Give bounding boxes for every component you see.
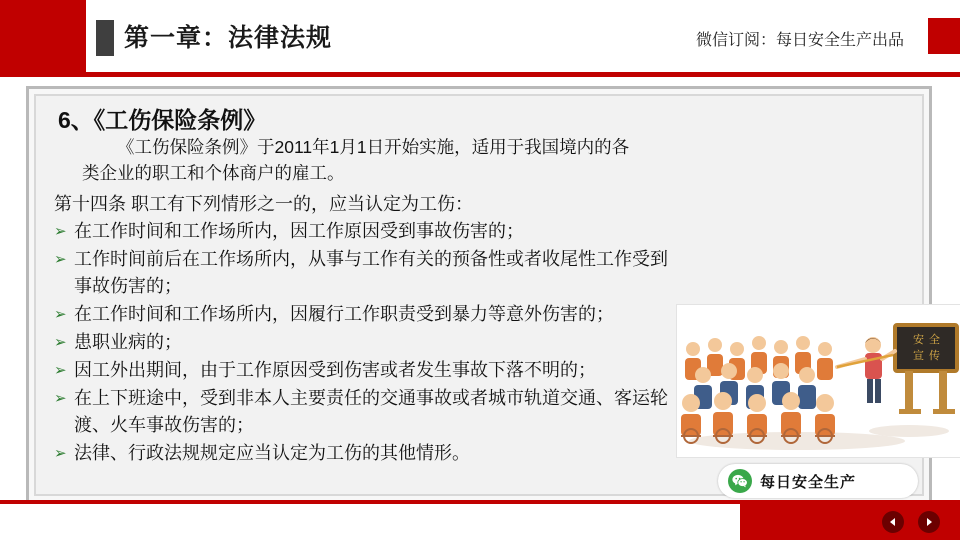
header-red-right-block xyxy=(928,18,960,54)
footer-white-block xyxy=(0,504,740,540)
svg-text:全: 全 xyxy=(929,334,940,346)
arrow-bullet-icon: ➢ xyxy=(54,390,67,407)
footer-divider xyxy=(0,500,960,504)
page-title: 第一章：法律法规 xyxy=(124,24,333,52)
arrow-bullet-icon: ➢ xyxy=(54,334,67,351)
wechat-badge xyxy=(718,464,918,498)
list-item xyxy=(54,385,674,439)
list-item-label: 患职业病的； xyxy=(74,332,182,352)
arrow-bullet-icon: ➢ xyxy=(54,362,67,379)
prev-slide-button[interactable] xyxy=(882,511,904,533)
arrow-bullet-icon: ➢ xyxy=(54,223,67,240)
intro-paragraph: 《工伤保险条例》于2011年1月1日开始实施，适用于我国境内的各类企业的职工和个体商户的雇工。 xyxy=(82,137,630,183)
svg-text:传: 传 xyxy=(929,350,940,362)
list-item-label: 在工作时间和工作场所内，因履行工作职责受到暴力等意外伤害的； xyxy=(74,304,614,324)
wechat-label: 每日安全生产 xyxy=(760,473,857,491)
article-line: 第十四条 职工有下列情形之一的，应当认定为工伤： xyxy=(54,194,473,214)
list-item xyxy=(54,329,674,356)
arrow-bullet-icon: ➢ xyxy=(54,445,67,462)
list-item-label: 法律、行政法规规定应当认定为工伤的其他情形。 xyxy=(74,443,470,463)
list-item-label: 在上下班途中，受到非本人主要责任的交通事故或者城市轨道交通、客运轮渡、火车事故伤害的； xyxy=(74,388,668,435)
arrow-bullet-icon: ➢ xyxy=(54,251,67,268)
list-item xyxy=(54,246,674,300)
safety-training-meeting-illustration xyxy=(676,304,960,458)
list-item-label: 在工作时间和工作场所内，因工作原因受到事故伤害的； xyxy=(74,221,524,241)
wechat-icon xyxy=(728,469,752,493)
list-item xyxy=(54,440,674,467)
list-item-label: 工作时间前后在工作场所内，从事与工作有关的预备性或者收尾性工作受到事故伤害的； xyxy=(74,249,668,296)
list-item-label: 因工外出期间，由于工作原因受到伤害或者发生事故下落不明的； xyxy=(74,360,596,380)
list-item xyxy=(54,301,674,328)
arrow-bullet-icon: ➢ xyxy=(54,306,67,323)
list-item xyxy=(54,218,674,245)
header-red-left-block xyxy=(0,0,86,72)
header-accent-block xyxy=(96,20,114,56)
list-item xyxy=(54,357,674,384)
svg-text:安: 安 xyxy=(913,334,924,346)
svg-text:宣: 宣 xyxy=(913,350,924,362)
bullet-list xyxy=(54,218,668,468)
section-heading: 6、《工伤保险条例》 xyxy=(58,107,267,133)
subscribe-note: 微信订阅：每日安全生产出品 xyxy=(695,32,904,49)
header-divider xyxy=(0,72,960,77)
slide-content xyxy=(46,96,940,494)
next-slide-button[interactable] xyxy=(918,511,940,533)
